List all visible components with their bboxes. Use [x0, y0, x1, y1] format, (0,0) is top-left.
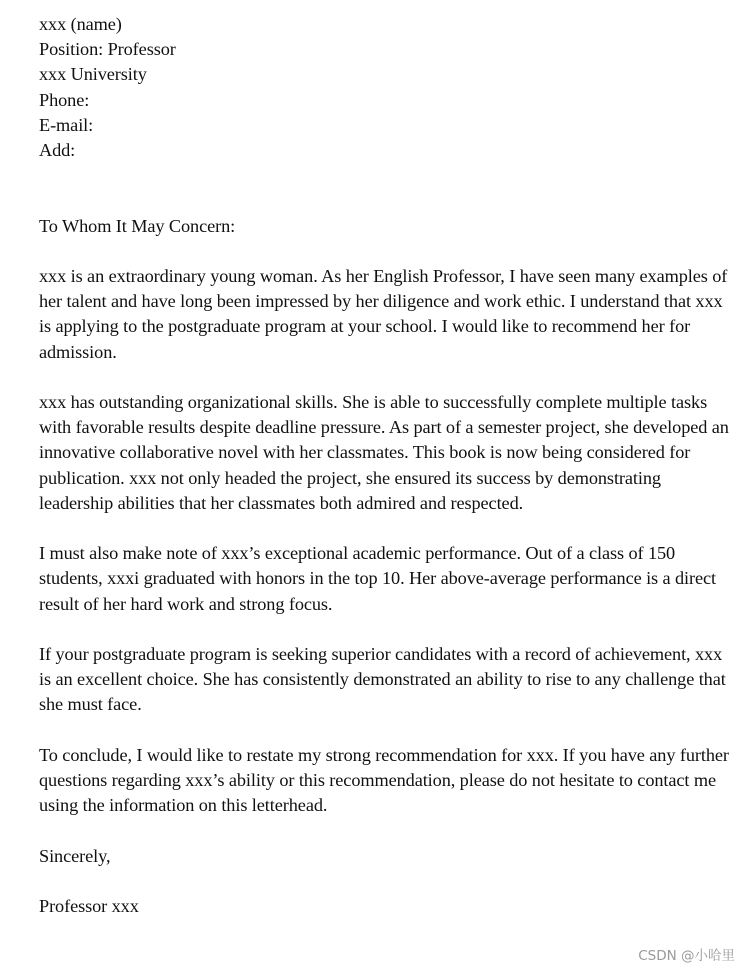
body-paragraph-3: I must also make note of xxx’s exceptional academic performance. Out of a class of 150 students, xxxi graduated with honors in the top 10. Her above-average performance is a direct result of her hard work and strong focus.	[39, 543, 717, 614]
closing: Sincerely,	[39, 845, 111, 866]
letterhead	[39, 12, 729, 163]
body-paragraph-1: xxx is an extraordinary young woman. As her English Professor, I have seen many examples of her talent and have long been impressed by her diligence and work ethic. I understand that xxx is applying to the postgraduate program at your school. I would like to recommend her for admission.	[39, 266, 728, 362]
sender-phone: Phone:	[39, 89, 90, 110]
sender-email: E-mail:	[39, 114, 94, 135]
sender-position: Position: Professor	[39, 39, 176, 60]
body-paragraph-5: To conclude, I would like to restate my strong recommendation for xxx. If you have any further questions regarding xxx’s ability or this recommendation, please do not hesitate to contact me using the information on this letterhead.	[39, 744, 729, 816]
letter	[39, 12, 729, 919]
salutation: To Whom It May Concern:	[39, 215, 236, 236]
watermark: CSDN @小哈里	[638, 948, 735, 964]
sender-address: Add:	[39, 140, 76, 161]
signature: Professor xxx	[39, 895, 139, 916]
sender-name: xxx (name)	[39, 14, 122, 34]
sender-university: xxx University	[39, 64, 147, 85]
body-paragraph-2: xxx has outstanding organizational skills. She is able to successfully complete multiple tasks with favorable results despite deadline pressure. As part of a semester project, she developed an innovative collaborative novel with her classmates. This book is now being considered for publication. xxx not only headed the project, she ensured its success by demonstrating leadership abilities that her classmates both admired and respected.	[39, 392, 729, 513]
body-paragraph-4: If your postgraduate program is seeking superior candidates with a record of achievement, xxx is an excellent choice. She has consistently demonstrated an ability to rise to any challenge that she must face.	[39, 644, 726, 715]
